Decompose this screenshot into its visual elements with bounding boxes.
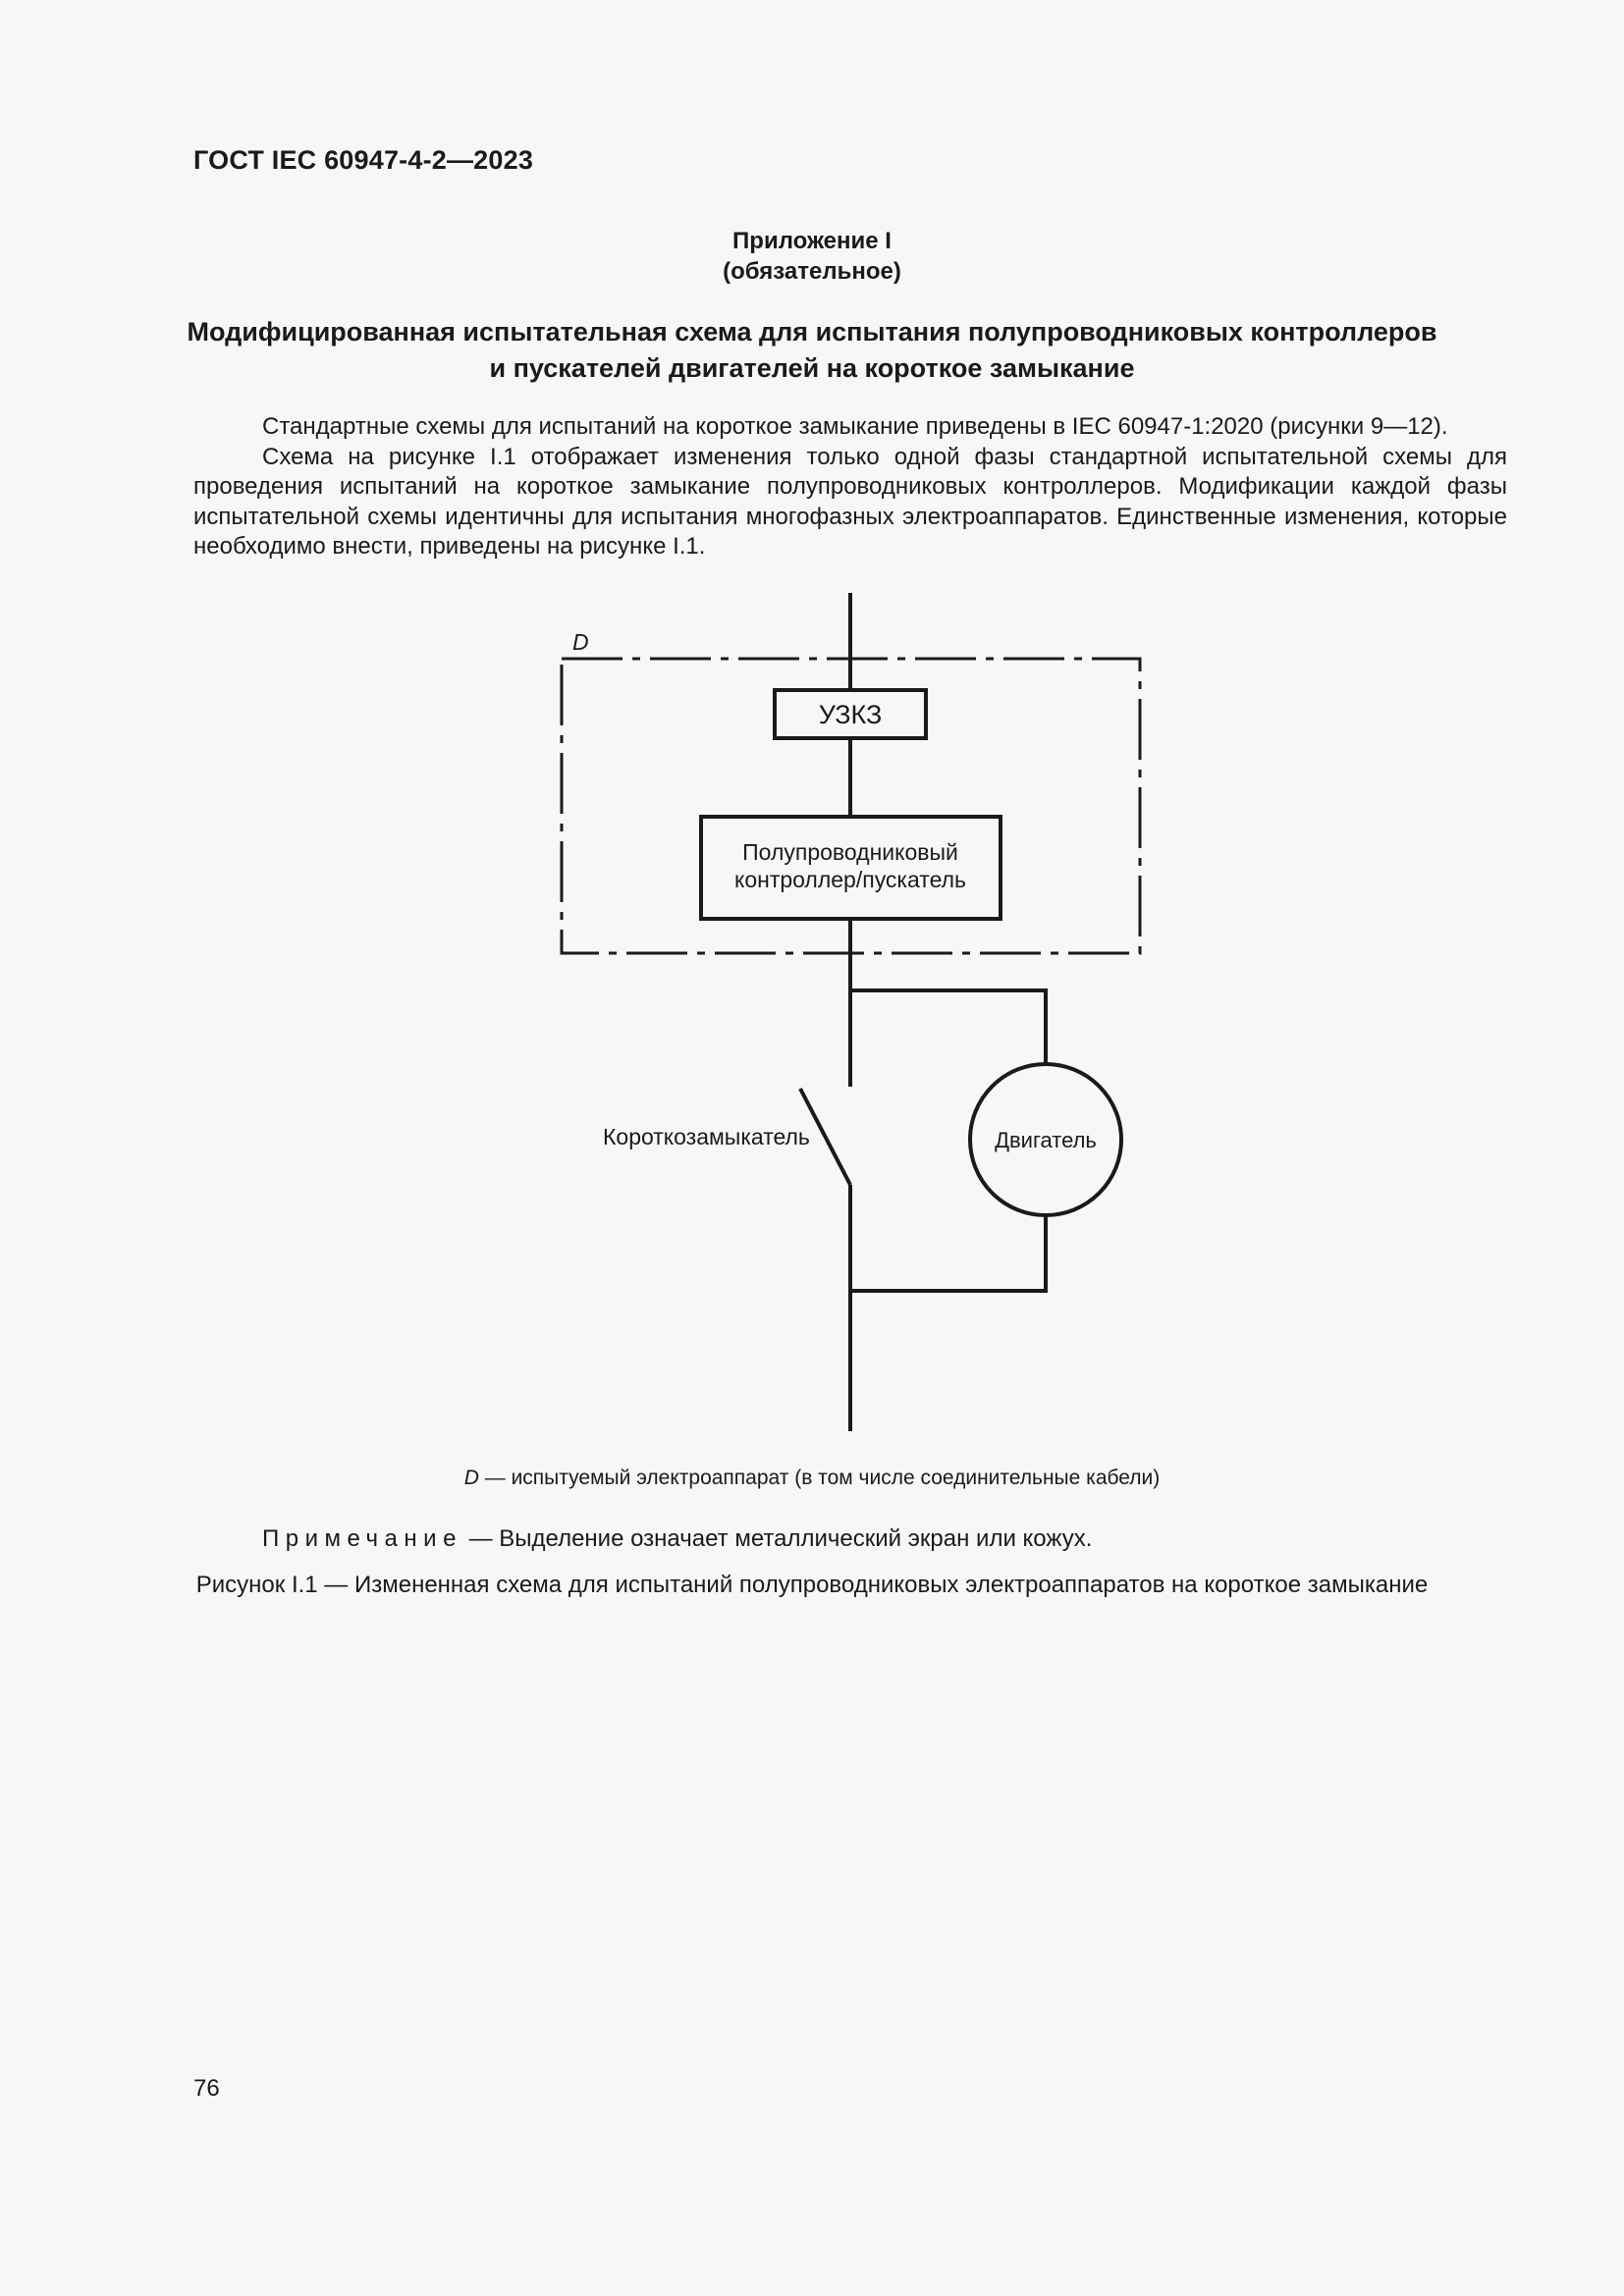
motor-branch-bottom bbox=[850, 1215, 1046, 1291]
controller-label-line1: Полупроводниковый bbox=[742, 839, 958, 865]
section-title-line1: Модифицированная испытательная схема для испытания полупроводниковых контроллеров bbox=[187, 317, 1437, 347]
page-number: 76 bbox=[193, 2075, 220, 2102]
legend-symbol: D bbox=[463, 1467, 479, 1489]
d-label: D bbox=[572, 629, 589, 655]
note-text: — Выделение означает металлический экран или кожух. bbox=[461, 1525, 1093, 1552]
body-paragraph-2: Схема на рисунке I.1 отображает изменения только одной фазы стандартной испытательной схемы для проведения испытаний на короткое замыкание полупроводниковых контроллеров. Модификации каждой фазы испытательной схемы идентичны для испытания многофазных электроаппаратов. Единственные изменения, которые необходимо внести, приведены на рисунке I.1. bbox=[193, 443, 1507, 560]
section-title-line2: и пускателей двигателей на короткое замыкание bbox=[489, 353, 1135, 383]
motor-label: Двигатель bbox=[995, 1128, 1097, 1152]
shorting-switch-label: Короткозамыкатель bbox=[603, 1124, 810, 1149]
motor-branch-top bbox=[850, 990, 1046, 1064]
annex-status: (обязательное) bbox=[723, 258, 901, 285]
body-paragraph-1: Стандартные схемы для испытаний на короткое замыкание приведены в IEC 60947-1:2020 (рисунки 9—12). bbox=[262, 413, 1448, 440]
document-header: ГОСТ IEC 60947-4-2—2023 bbox=[193, 145, 534, 175]
figure-note bbox=[262, 1525, 1092, 1553]
note-label: Примечание bbox=[262, 1525, 462, 1552]
figure-legend bbox=[0, 1467, 1624, 1490]
figure-caption: Рисунок I.1 — Измененная схема для испытаний полупроводниковых электроаппаратов на короткое замыкание bbox=[195, 1572, 1429, 1598]
legend-text: — испытуемый электроаппарат (в том числе соединительные кабели) bbox=[478, 1467, 1161, 1489]
uzkz-label: УЗКЗ bbox=[818, 700, 883, 729]
controller-label-line2: контроллер/пускатель bbox=[734, 867, 966, 892]
annex-title: Приложение I bbox=[732, 228, 892, 254]
